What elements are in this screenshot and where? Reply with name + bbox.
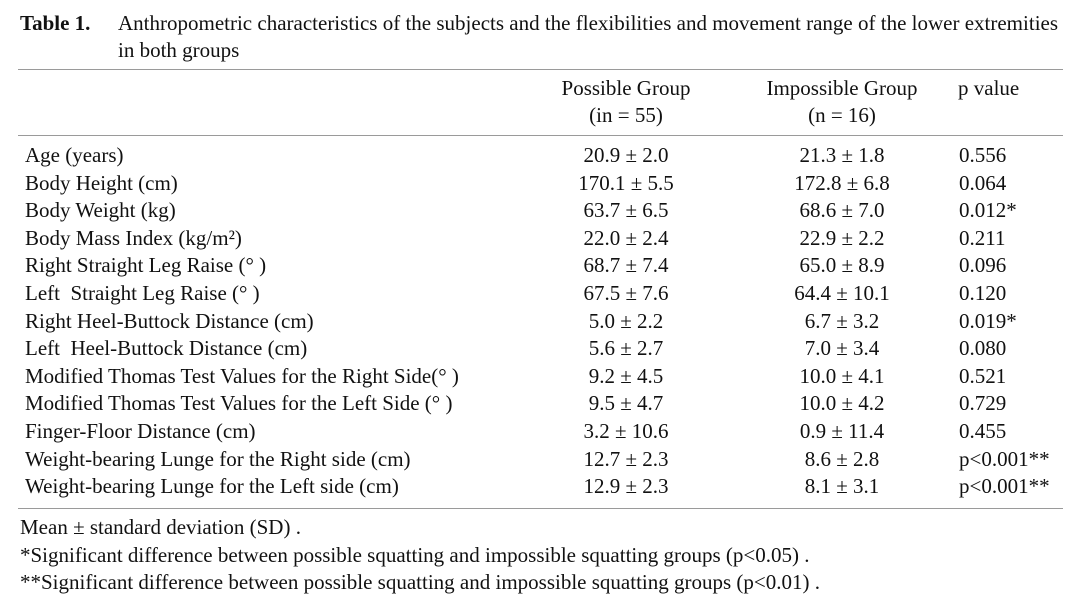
impossible-group-value: 10.0 ± 4.1 xyxy=(799,363,885,388)
column-header-impossible-group-line1: Impossible Group xyxy=(766,76,918,100)
impossible-group-value: 6.7 ± 3.2 xyxy=(804,308,880,333)
row-label: Finger-Floor Distance (cm) xyxy=(25,418,256,443)
column-header-impossible-group xyxy=(752,75,932,129)
column-header-possible-group xyxy=(546,75,706,129)
row-label: Weight-bearing Lunge for the Left side (cm) xyxy=(25,474,399,499)
column-header-p-value xyxy=(958,75,1058,102)
table-row xyxy=(0,390,1080,418)
table-row xyxy=(0,280,1080,308)
impossible-group-value: 8.1 ± 3.1 xyxy=(804,474,880,499)
possible-group-value: 22.0 ± 2.4 xyxy=(583,225,669,250)
table-row xyxy=(0,170,1080,198)
impossible-group-value: 65.0 ± 8.9 xyxy=(799,253,885,278)
impossible-group-value: 64.4 ± 10.1 xyxy=(794,280,890,305)
table-caption xyxy=(20,10,1070,64)
row-label: Right Heel-Buttock Distance (cm) xyxy=(25,308,314,333)
table-row xyxy=(0,363,1080,391)
table-footnotes xyxy=(20,514,820,597)
impossible-group-value: 0.9 ± 11.4 xyxy=(799,418,885,443)
impossible-group-value: 10.0 ± 4.2 xyxy=(799,391,885,416)
possible-group-value: 5.6 ± 2.7 xyxy=(588,336,664,361)
table-row xyxy=(0,225,1080,253)
table-row xyxy=(0,197,1080,225)
impossible-group-value: 172.8 ± 6.8 xyxy=(794,170,890,195)
possible-group-value: 68.7 ± 7.4 xyxy=(583,253,669,278)
p-value: 0.211 xyxy=(959,225,1006,250)
row-label: Modified Thomas Test Values for the Left Side (° ) xyxy=(25,391,453,416)
p-value: p<0.001** xyxy=(959,474,1050,499)
table-row xyxy=(0,473,1080,501)
row-label: Modified Thomas Test Values for the Right Side(° ) xyxy=(25,363,459,388)
row-label: Age (years) xyxy=(25,143,124,167)
row-label: Right Straight Leg Raise (° ) xyxy=(25,253,267,278)
footnote-significance-001: **Significant difference between possible squatting and impossible squatting groups (p<0.01) . xyxy=(20,570,820,594)
bottom-rule xyxy=(18,508,1063,509)
row-label: Body Height (cm) xyxy=(25,170,178,195)
row-label: Weight-bearing Lunge for the Right side (cm) xyxy=(25,446,411,471)
row-label: Body Mass Index (kg/m²) xyxy=(25,225,242,250)
column-header-possible-group-line2: (in = 55) xyxy=(589,103,663,127)
column-header-impossible-group-line2: (n = 16) xyxy=(808,103,876,127)
table-body xyxy=(0,142,1080,501)
footnote-significance-005: *Significant difference between possible squatting and impossible squatting groups (p<0.05) . xyxy=(20,542,810,567)
p-value: 0.729 xyxy=(959,391,1007,416)
impossible-group-value: 7.0 ± 3.4 xyxy=(804,336,880,361)
impossible-group-value: 21.3 ± 1.8 xyxy=(799,143,885,167)
p-value: 0.096 xyxy=(959,253,1007,278)
possible-group-value: 67.5 ± 7.6 xyxy=(583,280,669,305)
table-row xyxy=(0,252,1080,280)
row-label: Left Heel-Buttock Distance (cm) xyxy=(25,336,308,361)
p-value: 0.012* xyxy=(959,198,1017,223)
table-caption-text: Anthropometric characteristics of the subjects and the flexibilities and movement range of the lower extremities in both groups xyxy=(118,11,1059,62)
possible-group-value: 9.5 ± 4.7 xyxy=(588,391,664,416)
possible-group-value: 9.2 ± 4.5 xyxy=(588,363,664,388)
table-row xyxy=(0,335,1080,363)
p-value: 0.455 xyxy=(959,418,1007,443)
possible-group-value: 63.7 ± 6.5 xyxy=(583,198,669,223)
column-header-possible-group-line1: Possible Group xyxy=(561,76,691,100)
table-label: Table 1. xyxy=(20,11,91,35)
header-rule xyxy=(18,135,1063,136)
possible-group-value: 3.2 ± 10.6 xyxy=(583,418,669,443)
p-value: 0.556 xyxy=(959,143,1007,167)
impossible-group-value: 8.6 ± 2.8 xyxy=(804,446,880,471)
p-value: 0.521 xyxy=(959,363,1007,388)
possible-group-value: 170.1 ± 5.5 xyxy=(578,170,674,195)
p-value: 0.019* xyxy=(959,308,1017,333)
top-rule xyxy=(18,69,1063,70)
p-value: 0.120 xyxy=(959,280,1007,305)
table-row xyxy=(0,418,1080,446)
possible-group-value: 12.7 ± 2.3 xyxy=(583,446,669,471)
possible-group-value: 5.0 ± 2.2 xyxy=(588,308,664,333)
impossible-group-value: 68.6 ± 7.0 xyxy=(799,198,885,223)
possible-group-value: 20.9 ± 2.0 xyxy=(583,143,669,167)
row-label: Body Weight (kg) xyxy=(25,198,176,223)
row-label: Left Straight Leg Raise (° ) xyxy=(25,280,260,305)
p-value: 0.080 xyxy=(959,336,1007,361)
possible-group-value: 12.9 ± 2.3 xyxy=(583,474,669,499)
p-value: 0.064 xyxy=(959,170,1007,195)
column-header-p-value-line1: p value xyxy=(958,76,1020,100)
impossible-group-value: 22.9 ± 2.2 xyxy=(799,225,885,250)
table-row xyxy=(0,308,1080,336)
table-row xyxy=(0,142,1080,170)
p-value: p<0.001** xyxy=(959,446,1050,471)
table-row xyxy=(0,446,1080,474)
footnote-mean-sd: Mean ± standard deviation (SD) . xyxy=(20,515,301,539)
